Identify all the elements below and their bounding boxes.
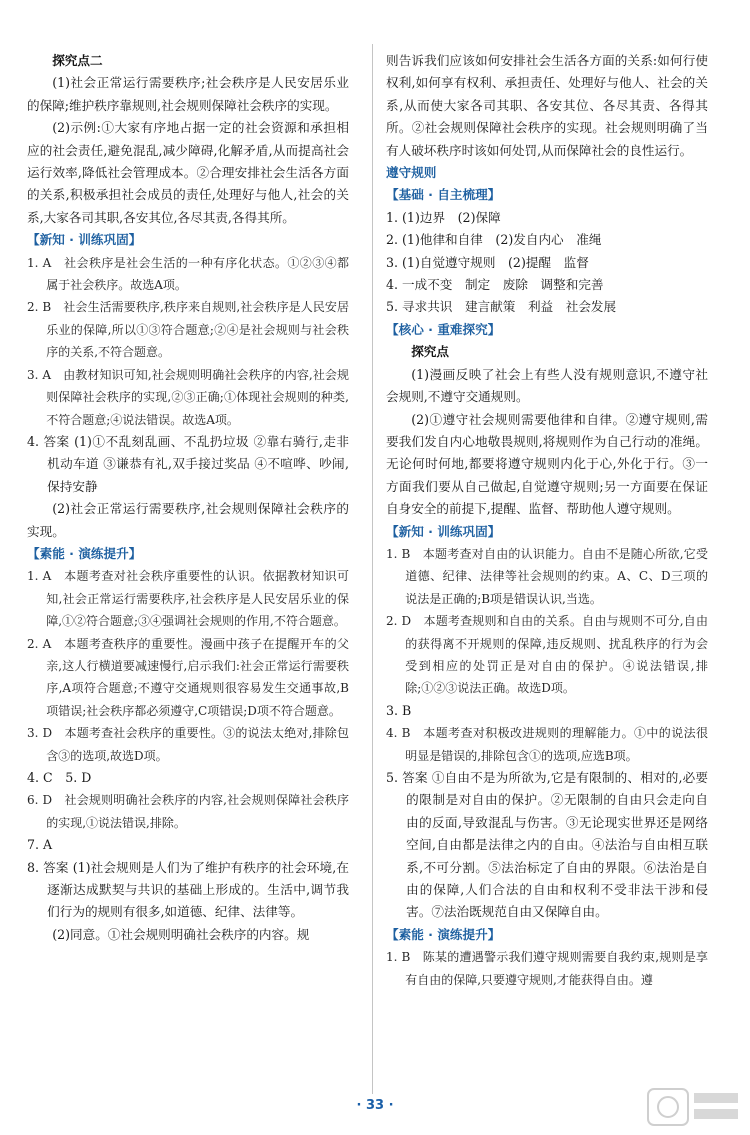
right-paragraph: 1. (1)边界 (2)保障 [386,209,501,225]
right-section-heading: 【基础 · 自主梳理】 [386,187,501,203]
left-section-heading: 【新知 · 训练巩固】 [27,232,142,248]
left-section-heading: 【素能 · 演练提升】 [27,545,142,561]
left-answer-item: 4. 答案 (1)①不乱刻乱画、不乱扔垃圾 ②靠右骑行,走非机动车道 ③谦恭有礼,双手接过奖品 ④不喧哗、吵闹,保持安静 [27,433,349,494]
right-answer-item: 4. B 本题考查对积极改进规则的理解能力。①中的说法很明显是错误的,排除包含①的选项,应选B项。 [386,726,708,763]
left-answer-item: 4. C 5. D [27,770,92,785]
right-section-heading: 【核心 · 重难探究】 [386,321,501,337]
right-section-heading: 遵守规则 [386,165,437,181]
right-answer-item: 1. B 陈某的遭遇警示我们遵守规则需要自我约束,规则是享有自由的保障,只要遵守规则,才能获得自由。遵 [386,950,708,987]
right-answer-item: 1. B 本题考查对自由的认识能力。自由不是随心所欲,它受道德、纪律、法律等社会规则的约束。A、C、D三项的说法是正确的;B项是错误认识,当选。 [386,546,708,606]
left-paragraph: (2)示例:①大家有序地占据一定的社会资源和承担相应的社会责任,避免混乱,减少障碍,化解矛盾,从而提高社会运行效率,降低社会管理成本。②合理安排社会生活各方面的关系,积极承担社会成员的责任,处理好与他人,社会的关系,大家各司其职,各安其位,各尽其责,各得其所。 [27,120,349,225]
left-paragraph: (2)同意。①社会规则明确社会秩序的内容。规 [52,926,310,942]
watermark-logo [646,1085,742,1129]
page-number: · 33 · [356,1098,394,1113]
right-paragraph: (2)①遵守社会规则需要他律和自律。②遵守规则,需要我们发自内心地敬畏规则,将规则作为自己行动的准绳。无论何时何地,都要将遵守规则内化于心,外化于行。③一方面我们要从自己做起,自觉遵守规则;另一方面要在保证自身安全的前提下,提醒、监督、帮助他人遵守规则。 [386,411,708,517]
right-answer-item: 2. D 本题考查规则和自由的关系。自由与规则不可分,自由的获得离不开规则的保障,违反规则、扰乱秩序的行为会受到相应的处罚正是对自由的保护。④说法错误,排除;①②③说法正确。故选D项。 [386,614,708,696]
left-answer-item: 8. 答案 (1)社会规则是人们为了维护有秩序的社会环境,在逐渐达成默契与共识的基础上形成的。生活中,调节我们行为的规则有很多,如道德、纪律、法律等。 [27,859,349,920]
left-answer-item: 1. A 本题考查对社会秩序重要性的认识。依据教材知识可知,社会正常运行需要秩序,社会秩序是人民安居乐业的保障,①②符合题意;③④强调社会规则的作用,不符合题意。 [27,569,349,629]
left-answer-item: 1. A 社会秩序是社会生活的一种有序化状态。①②③④都属于社会秩序。故选A项。 [27,255,349,293]
right-paragraph: 则告诉我们应该如何安排社会生活各方面的关系:如何行使权利,如何享有权利、承担责任、处理好与他人、社会的关系,从而使大家各司其职、各安其位、各尽其责、各得其所。②社会规则保障社会秩序的实现。社会规则明确了当有人破坏秩序时该如何处罚,从而保障社会的良性运行。 [386,53,708,158]
left-paragraph: (1)社会正常运行需要秩序;社会秩序是人民安居乐业的保障;维护秩序靠规则,社会规则保障社会秩序的实现。 [27,75,349,113]
left-answer-item: 7. A [27,837,53,853]
left-paragraph: (2)社会正常运行需要秩序,社会规则保障社会秩序的实现。 [27,501,349,539]
left-answer-item: 2. A 本题考查秩序的重要性。漫画中孩子在提醒开车的父亲,这人行横道要减速慢行,启示我们:社会正常运行需要秩序,A项符合题意;不遵守交通规则很容易发生交通事故,B项错误;社会秩序都必须遵守,C项错误;D项不符合题意。 [27,636,349,718]
left-subheading: 探究点二 [52,53,103,68]
column-divider [372,44,373,1094]
right-paragraph: 4. 一成不变 制定 废除 调整和完善 [386,277,604,293]
right-paragraph: (1)漫画反映了社会上有些人没有规则意识,不遵守社会规则,不遵守交通规则。 [386,366,708,405]
right-answer-item: 3. B [386,702,412,718]
right-paragraph: 3. (1)自觉遵守规则 (2)提醒 监督 [386,254,589,270]
right-paragraph: 5. 寻求共识 建言献策 利益 社会发展 [386,299,617,315]
right-section-heading: 【新知 · 训练巩固】 [386,523,501,539]
left-answer-item: 3. D 本题考查社会秩序的重要性。③的说法太绝对,排除包含③的选项,故选D项。 [27,726,349,763]
left-answer-item: 2. B 社会生活需要秩序,秩序来自规则,社会秩序是人民安居乐业的保障,所以①③符合题意;②④是社会规则与社会秩序的关系,不符合题意。 [27,300,349,360]
left-answer-item: 3. A 由教材知识可知,社会规则明确社会秩序的内容,社会规则保障社会秩序的实现,②③正确;①体现社会规则的种类,不符合题意;④说法错误。故选A项。 [27,367,349,427]
left-answer-item: 6. D 社会规则明确社会秩序的内容,社会规则保障社会秩序的实现,①说法错误,排除。 [27,793,349,830]
right-paragraph: 2. (1)他律和自律 (2)发自内心 准绳 [386,232,602,248]
right-column [386,50,708,991]
left-column [27,50,349,946]
right-section-heading: 【素能 · 演练提升】 [386,926,501,942]
right-answer-item: 5. 答案 ①自由不是为所欲为,它是有限制的、相对的,必要的限制是对自由的保护。②无限制的自由只会走向自由的反面,导致混乱与伤害。③无论现实世界还是网络空间,自由都是法律之内的自由。④法治与自由相互联系,不可分割。⑤法治标定了自由的界限。⑥法治是自由的保障,人们合法的自由和权利不受非法干涉和侵害。⑦法治既规范自由又保障自由。 [386,770,708,920]
right-subheading: 探究点 [411,344,449,360]
